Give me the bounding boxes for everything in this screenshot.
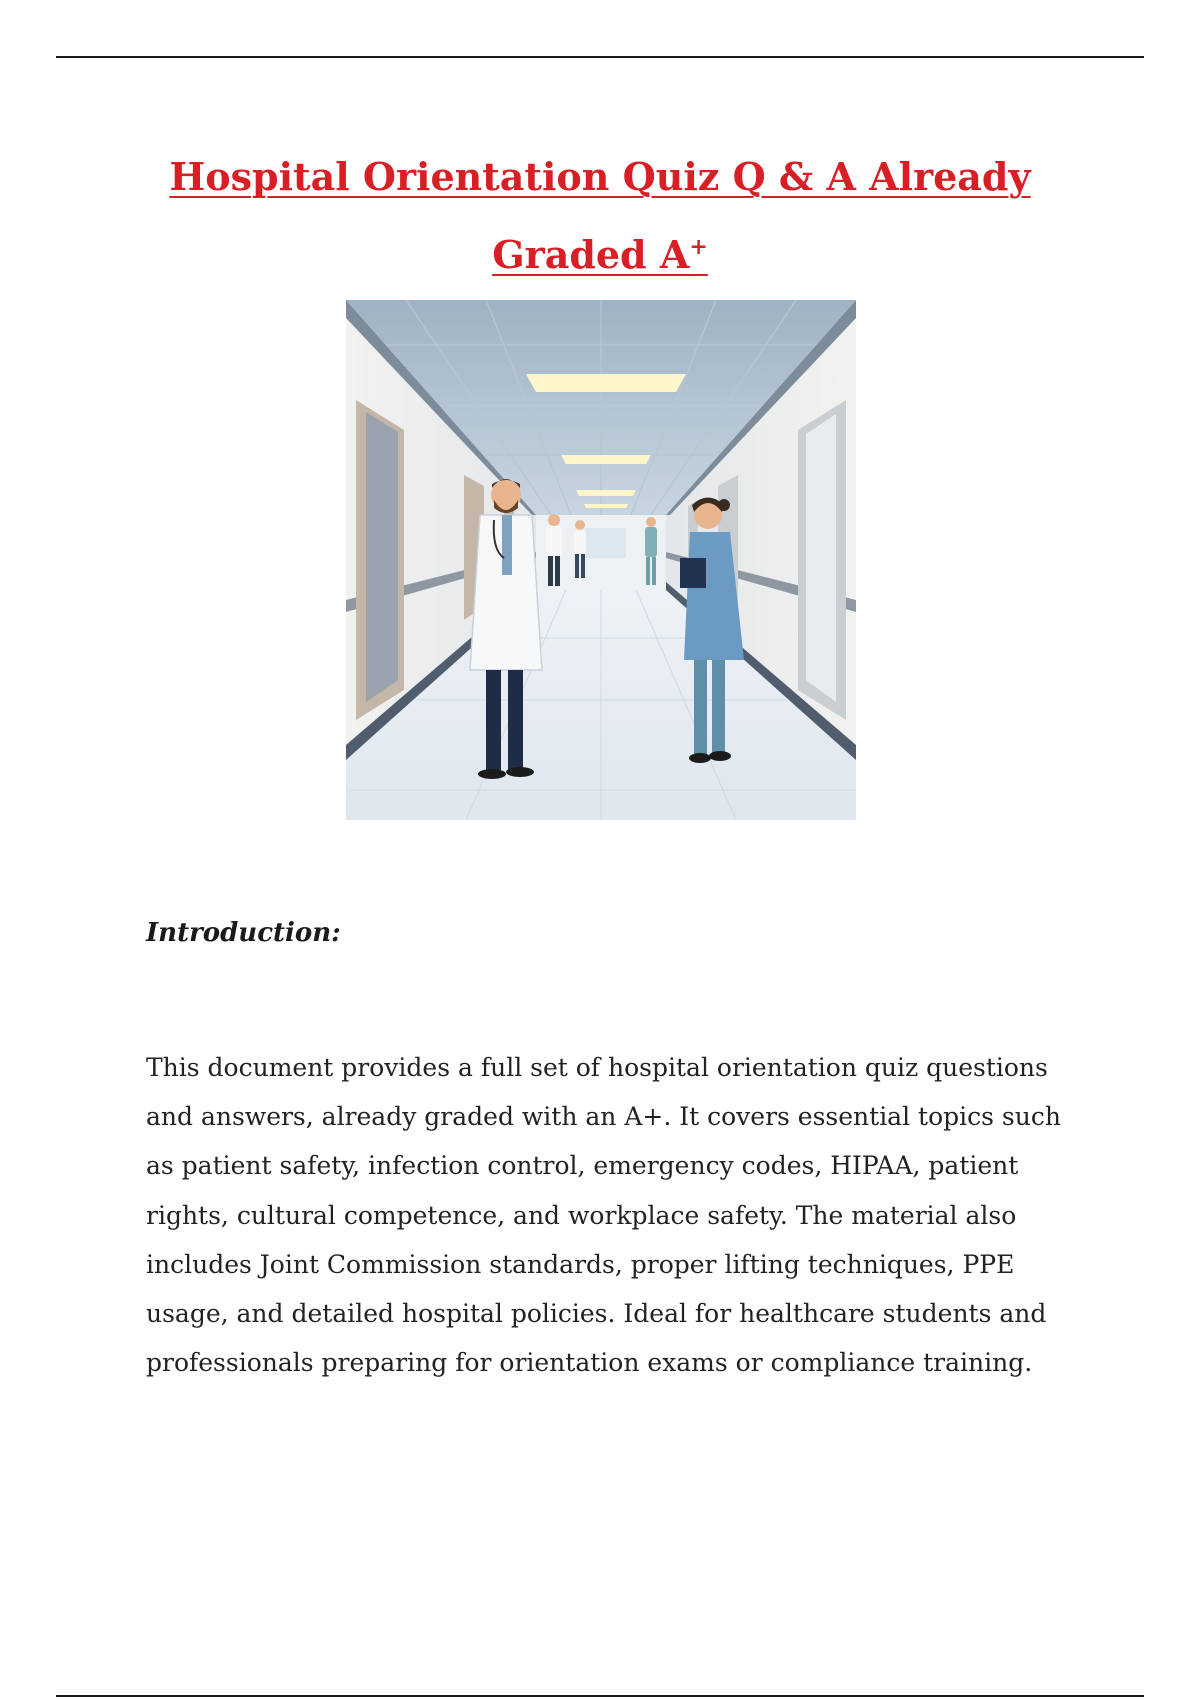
ceiling-light [584,504,628,508]
top-divider [56,56,1144,58]
title-main: Hospital Orientation Quiz Q & A Already Graded A [169,154,1031,277]
ceiling-light [526,374,686,392]
document-title-text [169,154,1030,277]
ceiling-light [561,455,651,464]
title-superscript: + [689,234,708,260]
introduction-heading: Introduction: [146,918,341,948]
document-title [100,138,1100,294]
introduction-paragraph: This document provides a full set of hospital orientation quiz questions and answers, already graded with an A+. It covers essential topics such as patient safety, infection control, emergency codes, HIPAA, patient rights, cultural competence, and workplace safety. The material also includes Joint Commission standards, proper lifting techniques, PPE usage, and detailed hospital policies. Ideal for healthcare students and professionals preparing for orientation exams or compliance training. [146,1053,1061,1378]
bottom-divider [56,1695,1144,1697]
ceiling-light [576,490,636,496]
hospital-corridor-illustration [346,300,856,820]
